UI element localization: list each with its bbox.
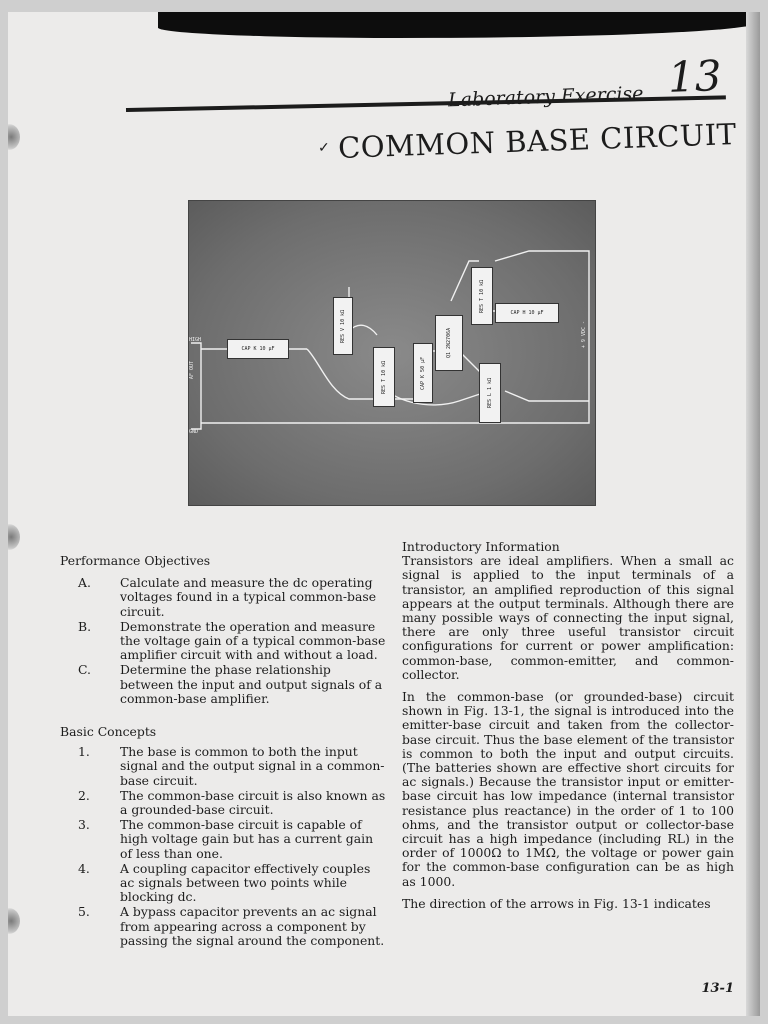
- supply-label: + 9 VDC -: [581, 321, 587, 349]
- punch-hole: [8, 908, 20, 934]
- pen-mark: ✓: [318, 140, 330, 156]
- coupling-capacitor-in: CAP K 10 µF: [227, 339, 289, 359]
- concept-item: 3. The common-base circuit is capable of high voltage gain but has a current gain of less than one.: [78, 817, 374, 861]
- af-out-label: AF OUT: [189, 361, 195, 380]
- page-edge: [746, 12, 760, 1016]
- objective-item: C. Determine the phase relationship between the input and output signals of a common-base amplifier.: [78, 662, 383, 706]
- transistor-q1: Q1 2N2706A: [435, 315, 463, 371]
- concept-item: 2. The common-base circuit is also known as a grounded-base circuit.: [78, 787, 386, 818]
- page-title: COMMON BASE CIRCUIT: [337, 117, 738, 165]
- resistor-v: RES V 10 kΩ: [333, 297, 353, 355]
- resistor-out: RES T 10 kΩ: [471, 267, 493, 325]
- gnd-terminal-label: GND: [189, 429, 199, 435]
- load-resistor: RES L 1 kΩ: [479, 363, 501, 423]
- concept-item: 1. The base is common to both the input signal and the output signal in a common-base circuit.: [78, 744, 385, 788]
- scan-shadow: [158, 12, 758, 38]
- high-terminal-label: HIGH: [189, 337, 202, 343]
- concepts-heading: Basic Concepts: [60, 724, 157, 740]
- left-column: [60, 554, 388, 949]
- objectives-heading: Performance Objectives: [60, 553, 211, 568]
- objective-item: B. Demonstrate the operation and measure the voltage gain of a typical common-base amplifier circuit with and without a load.: [78, 618, 386, 663]
- concept-item: 4. A coupling capacitor effectively couples ac signals between two points while blocking dc.: [78, 860, 371, 905]
- objective-item: A. Calculate and measure the dc operating voltages found in a typical common-base circuit.: [78, 575, 377, 619]
- coupling-capacitor-out: CAP H 10 µF: [495, 303, 559, 323]
- exercise-number: 13: [667, 51, 723, 102]
- document-page: [8, 12, 760, 1016]
- punch-hole: [8, 524, 20, 550]
- punch-hole: [8, 124, 20, 150]
- bypass-capacitor: CAP K 50 µF: [413, 343, 433, 403]
- circuit-photo: [188, 200, 596, 506]
- page-number: 13-1: [701, 981, 734, 996]
- intro-paragraph: In the common-base (or grounded-base) circuit shown in Fig. 13-1, the signal is introduced into the emitter-base circuit and taken from the collector-base circuit. Thus the base element of the transistor is common to both the input and output circuits. (The batteries shown are effective short circuits for ac signals.) Because the transistor input or emitter-base circuit has low impedance (internal transistor resistance plus reactance) in the order of 1 to 100 ohms, and the transistor output or collector-base circuit has a high impedance (including RL) in the order of 1000Ω to 1MΩ, the voltage or power gain for the common-base configuration can be as high as 1000.: [402, 689, 734, 889]
- intro-paragraph: The direction of the arrows in Fig. 13-1 indicates: [402, 895, 711, 911]
- right-column: [402, 540, 734, 919]
- concept-item: 5. A bypass capacitor prevents an ac signal from appearing across a component by passing the signal around the component.: [78, 904, 385, 948]
- intro-heading: Introductory Information: [402, 539, 560, 554]
- intro-paragraph: Transistors are ideal amplifiers. When a small ac signal is applied to the input terminals of a transistor, an amplified reproduction of this signal appears at the output terminals. Although there are many possible ways of connecting the input signal, there are only three useful transistor circuit configurations for current or power amplification: common-base, common-emitter, and common-collector.: [402, 553, 734, 682]
- resistor-t: RES T 10 kΩ: [373, 347, 395, 407]
- exercise-label: Laboratory Exercise: [447, 82, 644, 112]
